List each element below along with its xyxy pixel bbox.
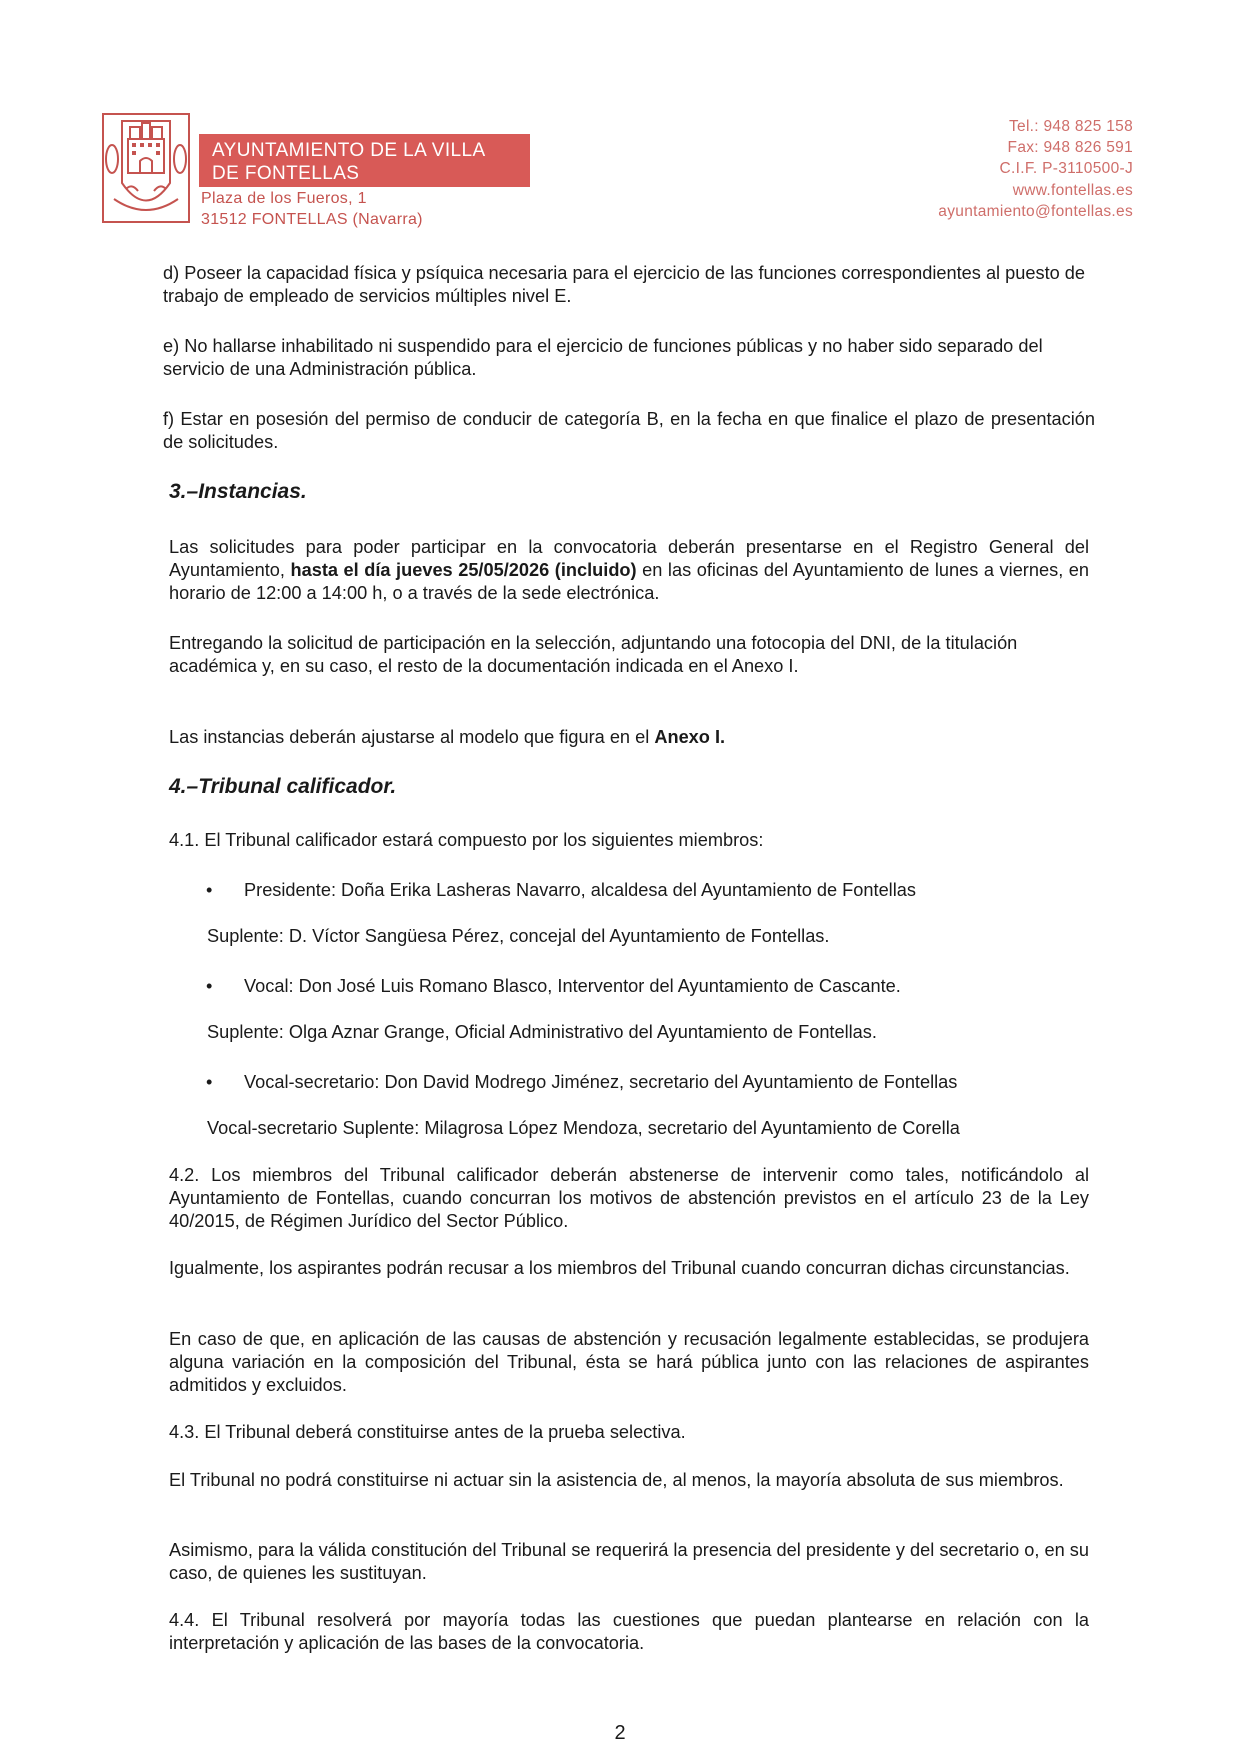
page-number: 2 [614, 1722, 626, 1744]
section-3-deadline: hasta el día jueves 25/05/2026 (incluido) [290, 560, 637, 580]
paragraph-4-2-recusal: Igualmente, los aspirantes podrán recusar a los miembros del Tribunal cuando concurran dichas circunstancias. [169, 1258, 1070, 1278]
contact-email[interactable]: ayuntamiento@fontellas.es [938, 202, 1133, 220]
section-3-p3-text: Las instancias deberán ajustarse al modelo que figura en el [169, 727, 650, 747]
brand-banner [199, 134, 530, 187]
section-4-intro: 4.1. El Tribunal calificador estará compuesto por los siguientes miembros: [169, 830, 764, 850]
address [201, 188, 423, 230]
contact-fax: Fax: 948 826 591 [1007, 139, 1133, 157]
section-3-paragraph-2: Entregando la solicitud de participación en la selección, adjuntando una fotocopia del DNI, de la titulación académica y, en su caso, el resto de la documentación indicada en el Anexo I. [169, 633, 1018, 676]
paragraph-4-3-quorum: El Tribunal no podrá constituirse ni actuar sin la asistencia de, al menos, la mayoría absoluta de sus miembros. [169, 1470, 1064, 1490]
section-3-paragraph-1 [169, 536, 1089, 605]
paragraph-4-2-variation: En caso de que, en aplicación de las causas de abstención y recusación legalmente establecidas, se produjera alguna variación en la composición del Tribunal, ésta se hará pública junto con las relaciones de aspirantes admitidos y excluidos. [169, 1329, 1089, 1395]
bullet-icon: • [206, 880, 213, 900]
section-4-title: 4.–Tribunal calificador. [169, 775, 397, 798]
contact-info [938, 116, 1133, 222]
brand-name-line1: AYUNTAMIENTO DE LA VILLA [212, 140, 486, 161]
contact-tel: Tel.: 948 825 158 [1008, 118, 1133, 135]
address-line2: 31512 FONTELLAS (Navarra) [201, 211, 423, 228]
contact-web[interactable]: www.fontellas.es [1012, 181, 1133, 199]
annex-reference: Anexo I. [654, 727, 726, 747]
item-f: f) Estar en posesión del permiso de conducir de categoría B, en la fecha en que finalice el plazo de presentación de solicitudes. [163, 409, 1095, 452]
member-president-substitute: Suplente: D. Víctor Sangüesa Pérez, concejal del Ayuntamiento de Fontellas. [207, 926, 830, 946]
paragraph-4-2: 4.2. Los miembros del Tribunal calificador deberán abstenerse de intervenir como tales, notificándolo al Ayuntamiento de Fontellas, cuando concurran los motivos de abstención previstos en el artículo 23 de la Ley 40/2015, de Régimen Jurídico del Sector Público. [169, 1165, 1089, 1231]
section-3-p1-text-a: Las solicitudes para poder participar en la convocatoria deberán presentarse en el Registro General del Ayuntamiento, [169, 537, 1089, 580]
bullet-icon: • [206, 1072, 213, 1092]
paragraph-4-4: 4.4. El Tribunal resolverá por mayoría todas las cuestiones que puedan plantearse en relación con la interpretación y aplicación de las bases de la convocatoria. [169, 1610, 1089, 1653]
member-secretary: Vocal-secretario: Don David Modrego Jiménez, secretario del Ayuntamiento de Fontellas [244, 1072, 958, 1092]
coat-of-arms-icon [102, 113, 190, 223]
section-3-title: 3.–Instancias. [169, 480, 307, 503]
section-3-paragraph-3 [169, 726, 1089, 749]
brand-name-line2: DE FONTELLAS [212, 163, 360, 184]
member-vocal-substitute: Suplente: Olga Aznar Grange, Oficial Administrativo del Ayuntamiento de Fontellas. [207, 1022, 877, 1042]
paragraph-4-3: 4.3. El Tribunal deberá constituirse antes de la prueba selectiva. [169, 1422, 686, 1442]
paragraph-4-3-presence: Asimismo, para la válida constitución del Tribunal se requerirá la presencia del presidente y del secretario o, en su caso, de quienes les sustituyan. [169, 1540, 1089, 1583]
item-e: e) No hallarse inhabilitado ni suspendido para el ejercicio de funciones públicas y no haber sido separado del servicio de una Administración pública. [163, 336, 1043, 379]
member-president: Presidente: Doña Erika Lasheras Navarro, alcaldesa del Ayuntamiento de Fontellas [244, 880, 916, 900]
section-3-p1-text-b: en las oficinas del Ayuntamiento de lunes a viernes, en horario de 12:00 a 14:00 h, o a través de la sede electrónica. [169, 560, 1090, 603]
item-d: d) Poseer la capacidad física y psíquica necesaria para el ejercicio de las funciones correspondientes al puesto de trabajo de empleado de servicios múltiples nivel E. [163, 263, 1086, 306]
member-secretary-substitute: Vocal-secretario Suplente: Milagrosa López Mendoza, secretario del Ayuntamiento de Corella [207, 1118, 960, 1138]
member-vocal: Vocal: Don José Luis Romano Blasco, Interventor del Ayuntamiento de Cascante. [244, 976, 901, 996]
bullet-icon: • [206, 976, 213, 996]
address-line1: Plaza de los Fueros, 1 [201, 190, 367, 207]
contact-cif: C.I.F. P-3110500-J [999, 160, 1133, 178]
